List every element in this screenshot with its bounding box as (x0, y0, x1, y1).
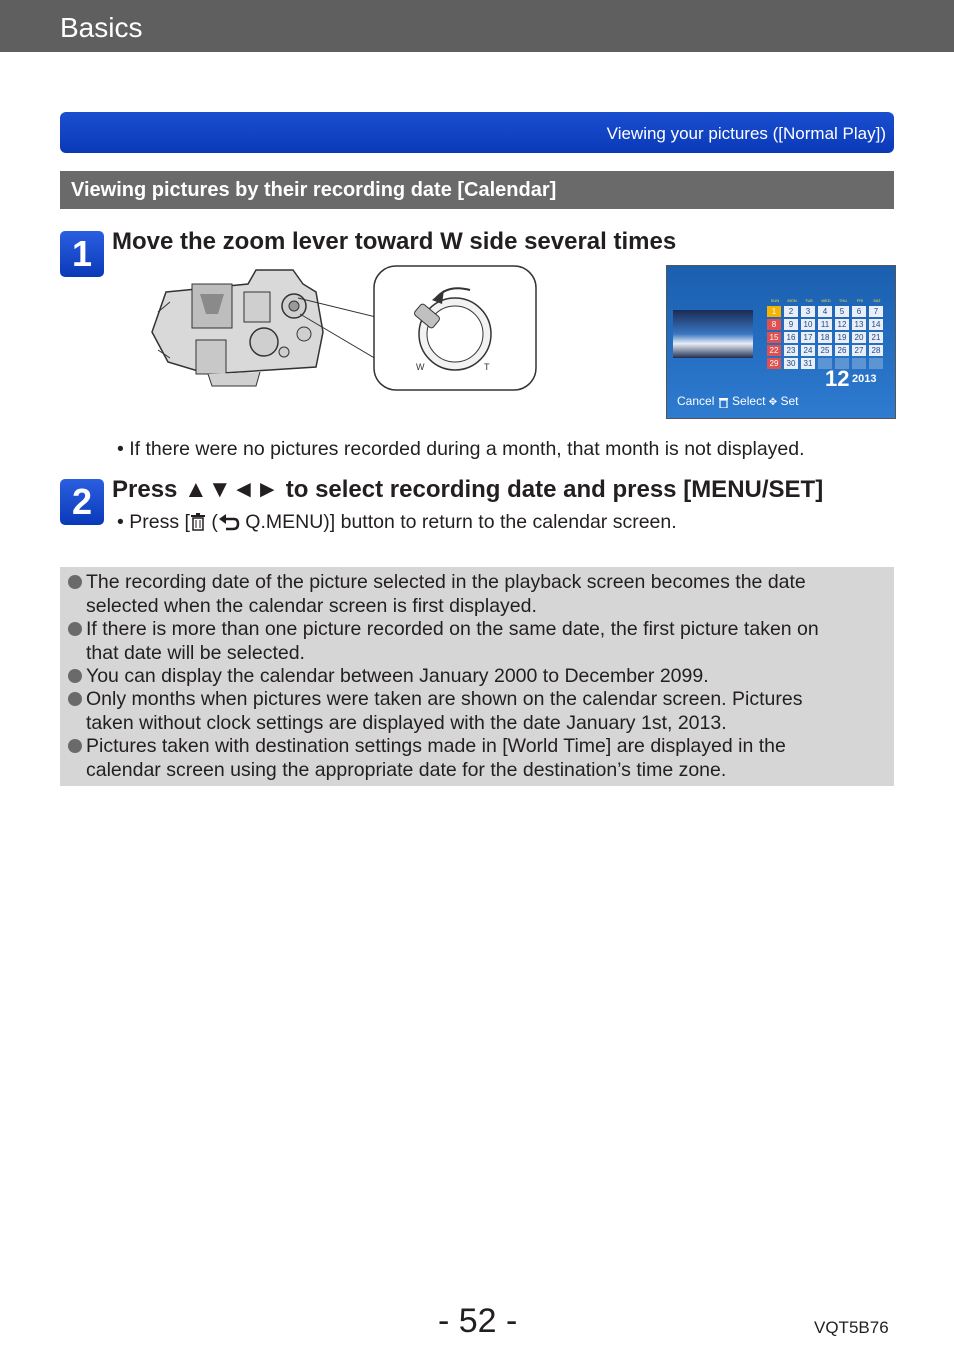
step-2-badge: 2 (60, 479, 104, 525)
calendar-date-cell: 8 (767, 319, 781, 330)
trash-icon (718, 396, 729, 408)
step-2-note-mid: ( (205, 511, 218, 533)
calendar-day-header: THU (838, 298, 848, 303)
breadcrumb-bar (60, 112, 894, 153)
calendar-date-cell: 11 (818, 319, 832, 330)
step-1-badge: 1 (60, 231, 104, 277)
calendar-date-cell: 30 (784, 358, 798, 369)
calendar-day-header: SUN (770, 298, 780, 303)
note-item (68, 571, 896, 618)
note-line: You can display the calendar between January 2000 to December 2099. (86, 665, 709, 687)
cancel-label: Cancel (677, 394, 715, 408)
lever-w-label: W (416, 362, 425, 372)
calendar-screen-image (666, 265, 896, 419)
document-code: VQT5B76 (814, 1318, 889, 1337)
breadcrumb: Viewing your pictures ([Normal Play]) (606, 124, 886, 143)
calendar-date-cell: 28 (869, 345, 883, 356)
calendar-date-cell: 27 (852, 345, 866, 356)
note-line: Only months when pictures were taken are shown on the calendar screen. Pictures (86, 688, 803, 710)
section-header (60, 171, 894, 209)
note-line: Pictures taken with destination settings made in [World Time] are displayed in the (86, 735, 786, 757)
calendar-date-cell: 24 (801, 345, 815, 356)
selected-thumbnail (673, 310, 753, 358)
calendar-date-cell: 4 (818, 306, 832, 317)
bullet-dot-icon (68, 692, 82, 706)
note-line: that date will be selected. (86, 641, 305, 664)
calendar-day-header: WED (821, 298, 831, 303)
calendar-date-cell: 20 (852, 332, 866, 343)
calendar-date-cell: 13 (852, 319, 866, 330)
calendar-date-cell: 5 (835, 306, 849, 317)
trash-icon (190, 513, 206, 531)
bullet-dot-icon (68, 575, 82, 589)
back-arrow-icon (218, 513, 240, 531)
step-1-title: Move the zoom lever toward W side several times (112, 228, 677, 255)
calendar-date-cell (869, 358, 883, 369)
note-item (68, 735, 896, 782)
calendar-date-cell: 1 (767, 306, 781, 317)
calendar-year: 2013 (852, 373, 877, 385)
calendar-date-cell: 15 (767, 332, 781, 343)
calendar-date-cell: 17 (801, 332, 815, 343)
calendar-date-cell: 16 (784, 332, 798, 343)
page-number: - 52 - (438, 1302, 518, 1340)
calendar-day-header: MON (787, 298, 797, 303)
note-line: If there is more than one picture recorded on the same date, the first picture taken on (86, 618, 819, 640)
header-title: Basics (60, 12, 143, 43)
calendar-date-cell: 6 (852, 306, 866, 317)
note-line: taken without clock settings are displayed with the date January 1st, 2013. (86, 711, 727, 734)
calendar-date-cell: 14 (869, 319, 883, 330)
section-title: Viewing pictures by their recording date [Calendar] (71, 179, 557, 201)
step-2-note-prefix: • Press [ (117, 511, 190, 533)
select-label: Select (732, 394, 766, 408)
calendar-month: 12 (825, 366, 850, 391)
note-line: selected when the calendar screen is first displayed. (86, 594, 537, 617)
header-bar (0, 0, 954, 52)
calendar-date-cell: 10 (801, 319, 815, 330)
calendar-guide (677, 394, 799, 408)
cursor-buttons-icon: ✥ (768, 397, 778, 408)
calendar-date-cell: 7 (869, 306, 883, 317)
bullet-dot-icon (68, 669, 82, 683)
note-item (68, 618, 896, 665)
bullet-dot-icon (68, 739, 82, 753)
calendar-date-cell: 31 (801, 358, 815, 369)
calendar-date-cell: 12 (835, 319, 849, 330)
calendar-date-cell: 23 (784, 345, 798, 356)
note-line: calendar screen using the appropriate date for the destination’s time zone. (86, 758, 727, 781)
calendar-date-cell: 18 (818, 332, 832, 343)
calendar-day-header: TUE (805, 298, 813, 303)
step-1-note: • If there were no pictures recorded during a month, that month is not displayed. (117, 438, 805, 460)
set-label: Set (780, 394, 799, 408)
calendar-date-cell: 3 (801, 306, 815, 317)
step-2-note-suffix: Q.MENU)] button to return to the calendar screen. (239, 511, 677, 533)
step-2-title: Press ▲▼◄► to select recording date and press [MENU/SET] (112, 476, 824, 503)
calendar-date-cell (852, 358, 866, 369)
note-line: The recording date of the picture selected in the playback screen becomes the date (86, 571, 806, 593)
notes-box (60, 567, 894, 786)
calendar-day-header: FRI (856, 298, 864, 303)
calendar-date-cell: 26 (835, 345, 849, 356)
note-item (68, 665, 896, 689)
calendar-date-cell: 19 (835, 332, 849, 343)
bullet-dot-icon (68, 622, 82, 636)
step-2-note (117, 511, 677, 534)
calendar-date-cell: 2 (784, 306, 798, 317)
calendar-day-header: SAT (873, 298, 881, 303)
calendar-date-cell: 22 (767, 345, 781, 356)
camera-top-illustration (148, 262, 540, 394)
lever-t-label: T (484, 362, 490, 372)
calendar-date-cell: 29 (767, 358, 781, 369)
note-item (68, 688, 896, 735)
calendar-date-cell: 9 (784, 319, 798, 330)
calendar-date-cell: 21 (869, 332, 883, 343)
calendar-date-cell: 25 (818, 345, 832, 356)
